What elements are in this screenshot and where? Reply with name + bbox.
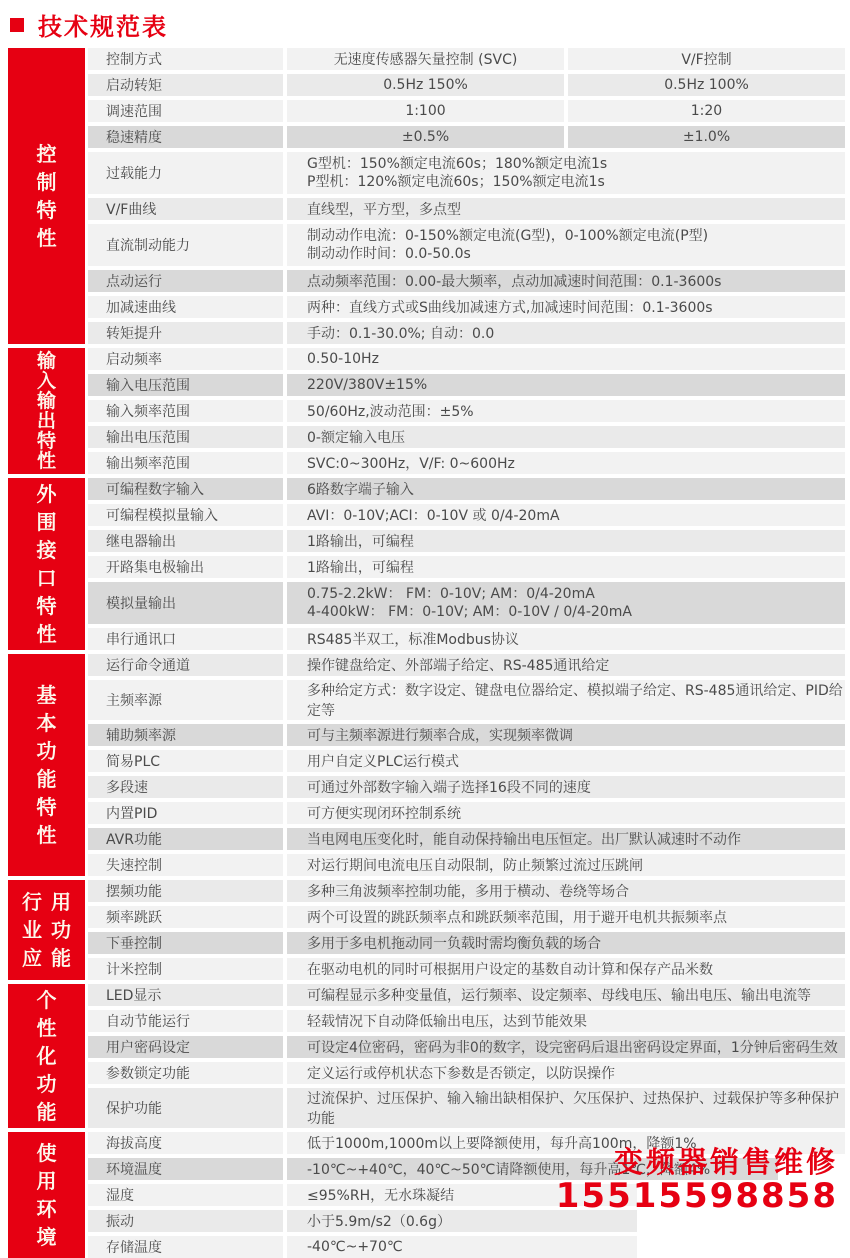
section-rows <box>88 48 845 344</box>
category-label-column <box>37 144 57 248</box>
row-value: ≤95%RH，无水珠凝结 <box>287 1184 637 1206</box>
table-row <box>88 1010 845 1032</box>
row-label: 简易PLC <box>88 750 283 772</box>
row-value-line: 制动动作时间：0.0-50.0s <box>307 246 471 262</box>
category-label <box>8 1132 85 1258</box>
row-value: 多种三角波频率控制功能，多用于横动、卷绕等场合 <box>287 880 845 902</box>
row-label: 计米控制 <box>88 958 283 980</box>
category-char: 性 <box>36 226 57 250</box>
table-row <box>88 348 845 370</box>
category-char: 性 <box>36 823 57 847</box>
row-value: 0-额定输入电压 <box>287 426 845 448</box>
row-value-col2: ±1.0% <box>568 126 845 148</box>
row-value: 220V/380V±15% <box>287 374 845 396</box>
spec-section-3 <box>8 478 845 650</box>
row-label: 保护功能 <box>88 1088 283 1128</box>
row-label: 内置PID <box>88 802 283 824</box>
category-char: 性 <box>36 449 56 472</box>
row-label: 参数锁定功能 <box>88 1062 283 1084</box>
row-label: 用户密码设定 <box>88 1036 283 1058</box>
row-label: 模拟量输出 <box>88 582 283 624</box>
table-row <box>88 224 845 266</box>
category-char: 功 <box>36 1072 57 1096</box>
category-label <box>8 880 85 980</box>
category-char: 应 <box>22 946 42 970</box>
section-rows <box>88 654 845 876</box>
category-char: 能 <box>36 1100 57 1124</box>
row-label: 失速控制 <box>88 854 283 876</box>
row-value: 点动频率范围：0.00-最大频率，点动加减速时间范围：0.1-3600s <box>287 270 845 292</box>
row-value-col1: 1:100 <box>287 100 564 122</box>
row-label: 继电器输出 <box>88 530 283 552</box>
row-value: 低于1000m,1000m以上要降额使用，每升高100m，降额1% <box>287 1132 845 1154</box>
spec-section-2 <box>8 348 845 474</box>
row-label: 下垂控制 <box>88 932 283 954</box>
row-label: 振动 <box>88 1210 283 1232</box>
table-row <box>88 400 845 422</box>
category-label-column <box>37 484 57 644</box>
contact-watermark <box>556 1146 838 1215</box>
row-label: 输出频率范围 <box>88 452 283 474</box>
table-row <box>88 628 845 650</box>
row-value: 对运行期间电流电压自动限制，防止频繁过流过压跳闸 <box>287 854 845 876</box>
row-value: RS485半双工，标准Modbus协议 <box>287 628 845 650</box>
row-label: 串行通讯口 <box>88 628 283 650</box>
row-label: 频率跳跃 <box>88 906 283 928</box>
row-label: LED显示 <box>88 984 283 1006</box>
row-value <box>287 152 845 194</box>
category-char: 个 <box>36 988 57 1012</box>
row-label: 直流制动能力 <box>88 224 283 266</box>
row-label: 可编程模拟量输入 <box>88 504 283 526</box>
category-label <box>8 984 85 1128</box>
table-row <box>88 126 845 148</box>
row-label: 环境温度 <box>88 1158 283 1180</box>
row-value-columns <box>287 100 845 122</box>
table-row <box>88 48 845 70</box>
spec-section-1 <box>8 48 845 344</box>
section-rows <box>88 984 845 1128</box>
category-char: 功 <box>36 739 57 763</box>
row-value-columns <box>287 48 845 70</box>
category-char: 基 <box>36 683 57 707</box>
row-label: 主频率源 <box>88 680 283 720</box>
category-char: 控 <box>36 142 57 166</box>
row-value <box>287 582 845 624</box>
table-row <box>88 1036 845 1058</box>
row-value: 可编程显示多种变量值，运行频率、设定频率、母线电压、输出电压、输出电流等 <box>287 984 845 1006</box>
category-char: 业 <box>22 918 42 942</box>
table-row <box>88 828 845 850</box>
row-label: 启动转矩 <box>88 74 283 96</box>
row-label: 输出电压范围 <box>88 426 283 448</box>
row-value: SVC:0~300Hz，V/F: 0~600Hz <box>287 452 845 474</box>
category-label <box>8 478 85 650</box>
table-row <box>88 452 845 474</box>
table-row <box>88 984 845 1006</box>
row-value: 多用于多电机拖动同一负载时需均衡负载的场合 <box>287 932 845 954</box>
section-rows <box>88 880 845 980</box>
row-value: -10℃~+40℃，40℃~50℃请降额使用，每升高1℃，降额4% <box>287 1158 778 1180</box>
section-rows <box>88 348 845 474</box>
category-char: 外 <box>36 482 57 506</box>
row-value-line: P型机：120%额定电流60s；150%额定电流1s <box>307 174 605 190</box>
category-char: 用 <box>51 890 71 914</box>
row-value: 6路数字端子输入 <box>287 478 845 500</box>
table-row <box>88 1062 845 1084</box>
category-char: 化 <box>36 1044 57 1068</box>
row-value-line: 0.75-2.2kW： FM：0-10V; AM：0/4-20mA <box>307 586 595 602</box>
table-row <box>88 530 845 552</box>
row-label: 运行命令通道 <box>88 654 283 676</box>
category-char: 本 <box>36 711 57 735</box>
row-value-col1: 0.5Hz 150% <box>287 74 564 96</box>
table-row <box>88 74 845 96</box>
category-label-column <box>22 892 42 968</box>
table-row <box>88 322 845 344</box>
table-row <box>88 906 845 928</box>
table-row <box>88 958 845 980</box>
category-label-column <box>51 892 71 968</box>
table-row <box>88 374 845 396</box>
table-row <box>88 556 845 578</box>
category-char: 环 <box>36 1197 57 1221</box>
row-value-columns <box>287 126 845 148</box>
row-label: 点动运行 <box>88 270 283 292</box>
category-char: 功 <box>51 918 71 942</box>
row-value: 小于5.9m/s2（0.6g） <box>287 1210 637 1232</box>
row-label: 稳速精度 <box>88 126 283 148</box>
category-char: 接 <box>36 538 57 562</box>
row-value: 可设定4位密码，密码为非0的数字，设完密码后退出密码设定界面，1分钟后密码生效 <box>287 1036 845 1058</box>
table-row <box>88 750 845 772</box>
row-value: -40℃~+70℃ <box>287 1236 637 1258</box>
contact-text: 变频器销售维修 <box>613 1145 838 1179</box>
row-value: 0.50-10Hz <box>287 348 845 370</box>
table-row <box>88 478 845 500</box>
row-label: 多段速 <box>88 776 283 798</box>
table-row <box>88 1236 845 1258</box>
section-rows <box>88 478 845 650</box>
category-label-column <box>36 349 56 472</box>
row-value: 1路输出，可编程 <box>287 530 845 552</box>
table-row <box>88 776 845 798</box>
row-value: 直线型，平方型，多点型 <box>287 198 845 220</box>
row-label: 海拔高度 <box>88 1132 283 1154</box>
category-label-column <box>37 990 57 1122</box>
row-value: 可方便实现闭环控制系统 <box>287 802 845 824</box>
row-value-col2: 0.5Hz 100% <box>568 74 845 96</box>
table-row <box>88 880 845 902</box>
row-label: 控制方式 <box>88 48 283 70</box>
row-label: 输入电压范围 <box>88 374 283 396</box>
row-value: 过流保护、过压保护、输入输出缺相保护、欠压保护、过热保护、过载保护等多种保护功能 <box>287 1088 845 1128</box>
table-row <box>88 100 845 122</box>
category-char: 特 <box>36 594 57 618</box>
category-label <box>8 48 85 344</box>
row-value-columns <box>287 74 845 96</box>
row-label: 启动频率 <box>88 348 283 370</box>
category-char: 使 <box>36 1141 57 1165</box>
row-value: 可与主频率源进行频率合成，实现频率微调 <box>287 724 845 746</box>
row-value: 50/60Hz,波动范围：±5% <box>287 400 845 422</box>
row-value: 当电网电压变化时，能自动保持输出电压恒定。出厂默认减速时不动作 <box>287 828 845 850</box>
spec-section-4 <box>8 654 845 876</box>
table-row <box>88 932 845 954</box>
table-row <box>88 654 845 676</box>
table-row <box>88 270 845 292</box>
row-label: 湿度 <box>88 1184 283 1206</box>
title-bullet-icon <box>10 18 24 32</box>
table-row <box>88 582 845 624</box>
category-char: 入 <box>36 369 56 392</box>
row-label: 存储温度 <box>88 1236 283 1258</box>
row-value: 定义运行或停机状态下参数是否锁定，以防误操作 <box>287 1062 845 1084</box>
contact-phone: 15515598858 <box>555 1176 838 1217</box>
category-char: 境 <box>36 1225 57 1249</box>
row-label: V/F曲线 <box>88 198 283 220</box>
category-char: 性 <box>36 1016 57 1040</box>
row-label: 辅助频率源 <box>88 724 283 746</box>
row-label: 调速范围 <box>88 100 283 122</box>
row-label: 开路集电极输出 <box>88 556 283 578</box>
category-char: 制 <box>36 170 57 194</box>
category-char: 能 <box>51 946 71 970</box>
category-char: 输 <box>36 389 56 412</box>
row-value: 多种给定方式：数字设定、键盘电位器给定、模拟端子给定、RS-485通讯给定、PID给定等 <box>287 680 845 720</box>
row-value-col1: 无速度传感器矢量控制 (SVC) <box>287 48 564 70</box>
table-row <box>88 680 845 720</box>
row-label: 过载能力 <box>88 152 283 194</box>
category-label-column <box>37 685 57 845</box>
spec-section-5 <box>8 880 845 980</box>
category-char: 性 <box>36 622 57 646</box>
table-row <box>88 724 845 746</box>
table-row <box>88 802 845 824</box>
row-label: 转矩提升 <box>88 322 283 344</box>
category-label-column <box>37 1143 57 1247</box>
page-title: 技术规范表 <box>38 13 168 41</box>
row-label: 输入频率范围 <box>88 400 283 422</box>
row-value-line: 制动动作电流：0-150%额定电流(G型)，0-100%额定电流(P型) <box>307 228 709 244</box>
table-row <box>88 152 845 194</box>
row-label: 可编程数字输入 <box>88 478 283 500</box>
table-row <box>88 504 845 526</box>
row-value: AVI：0-10V;ACI：0-10V 或 0/4-20mA <box>287 504 845 526</box>
category-char: 行 <box>22 890 42 914</box>
row-value: 两个可设置的跳跃频率点和跳跃频率范围，用于避开电机共振频率点 <box>287 906 845 928</box>
row-value: 在驱动电机的同时可根据用户设定的基数自动计算和保存产品米数 <box>287 958 845 980</box>
table-row <box>88 296 845 318</box>
row-label: 加减速曲线 <box>88 296 283 318</box>
row-value: 用户自定义PLC运行模式 <box>287 750 845 772</box>
row-label: 摆频功能 <box>88 880 283 902</box>
table-row <box>88 1088 845 1128</box>
category-char: 出 <box>36 409 56 432</box>
category-char: 能 <box>36 767 57 791</box>
row-value-line: 4-400kW： FM：0-10V; AM：0-10V / 0/4-20mA <box>307 604 632 620</box>
table-row <box>88 198 845 220</box>
category-char: 围 <box>36 510 57 534</box>
row-value: 轻载情况下自动降低输出电压，达到节能效果 <box>287 1010 845 1032</box>
category-char: 用 <box>36 1169 57 1193</box>
table-row <box>88 426 845 448</box>
row-label: 自动节能运行 <box>88 1010 283 1032</box>
category-char: 特 <box>36 198 57 222</box>
row-value: 两种：直线方式或S曲线加减速方式,加减速时间范围：0.1-3600s <box>287 296 845 318</box>
page-title-row <box>10 7 168 42</box>
row-value: 手动：0.1-30.0%; 自动：0.0 <box>287 322 845 344</box>
spec-table <box>8 48 845 1258</box>
category-char: 口 <box>36 566 57 590</box>
row-value-col2: 1:20 <box>568 100 845 122</box>
spec-section-6 <box>8 984 845 1128</box>
category-char: 特 <box>36 429 56 452</box>
table-row <box>88 854 845 876</box>
category-char: 特 <box>36 795 57 819</box>
row-value-col1: ±0.5% <box>287 126 564 148</box>
category-label <box>8 654 85 876</box>
category-label <box>8 348 85 474</box>
row-value: 操作键盘给定、外部端子给定、RS-485通讯给定 <box>287 654 845 676</box>
row-value: 1路输出，可编程 <box>287 556 845 578</box>
row-value-line: G型机：150%额定电流60s；180%额定电流1s <box>307 156 608 172</box>
row-value: 可通过外部数字输入端子选择16段不同的速度 <box>287 776 845 798</box>
category-char: 输 <box>36 349 56 372</box>
row-value <box>287 224 845 266</box>
row-label: AVR功能 <box>88 828 283 850</box>
row-value-col2: V/F控制 <box>568 48 845 70</box>
